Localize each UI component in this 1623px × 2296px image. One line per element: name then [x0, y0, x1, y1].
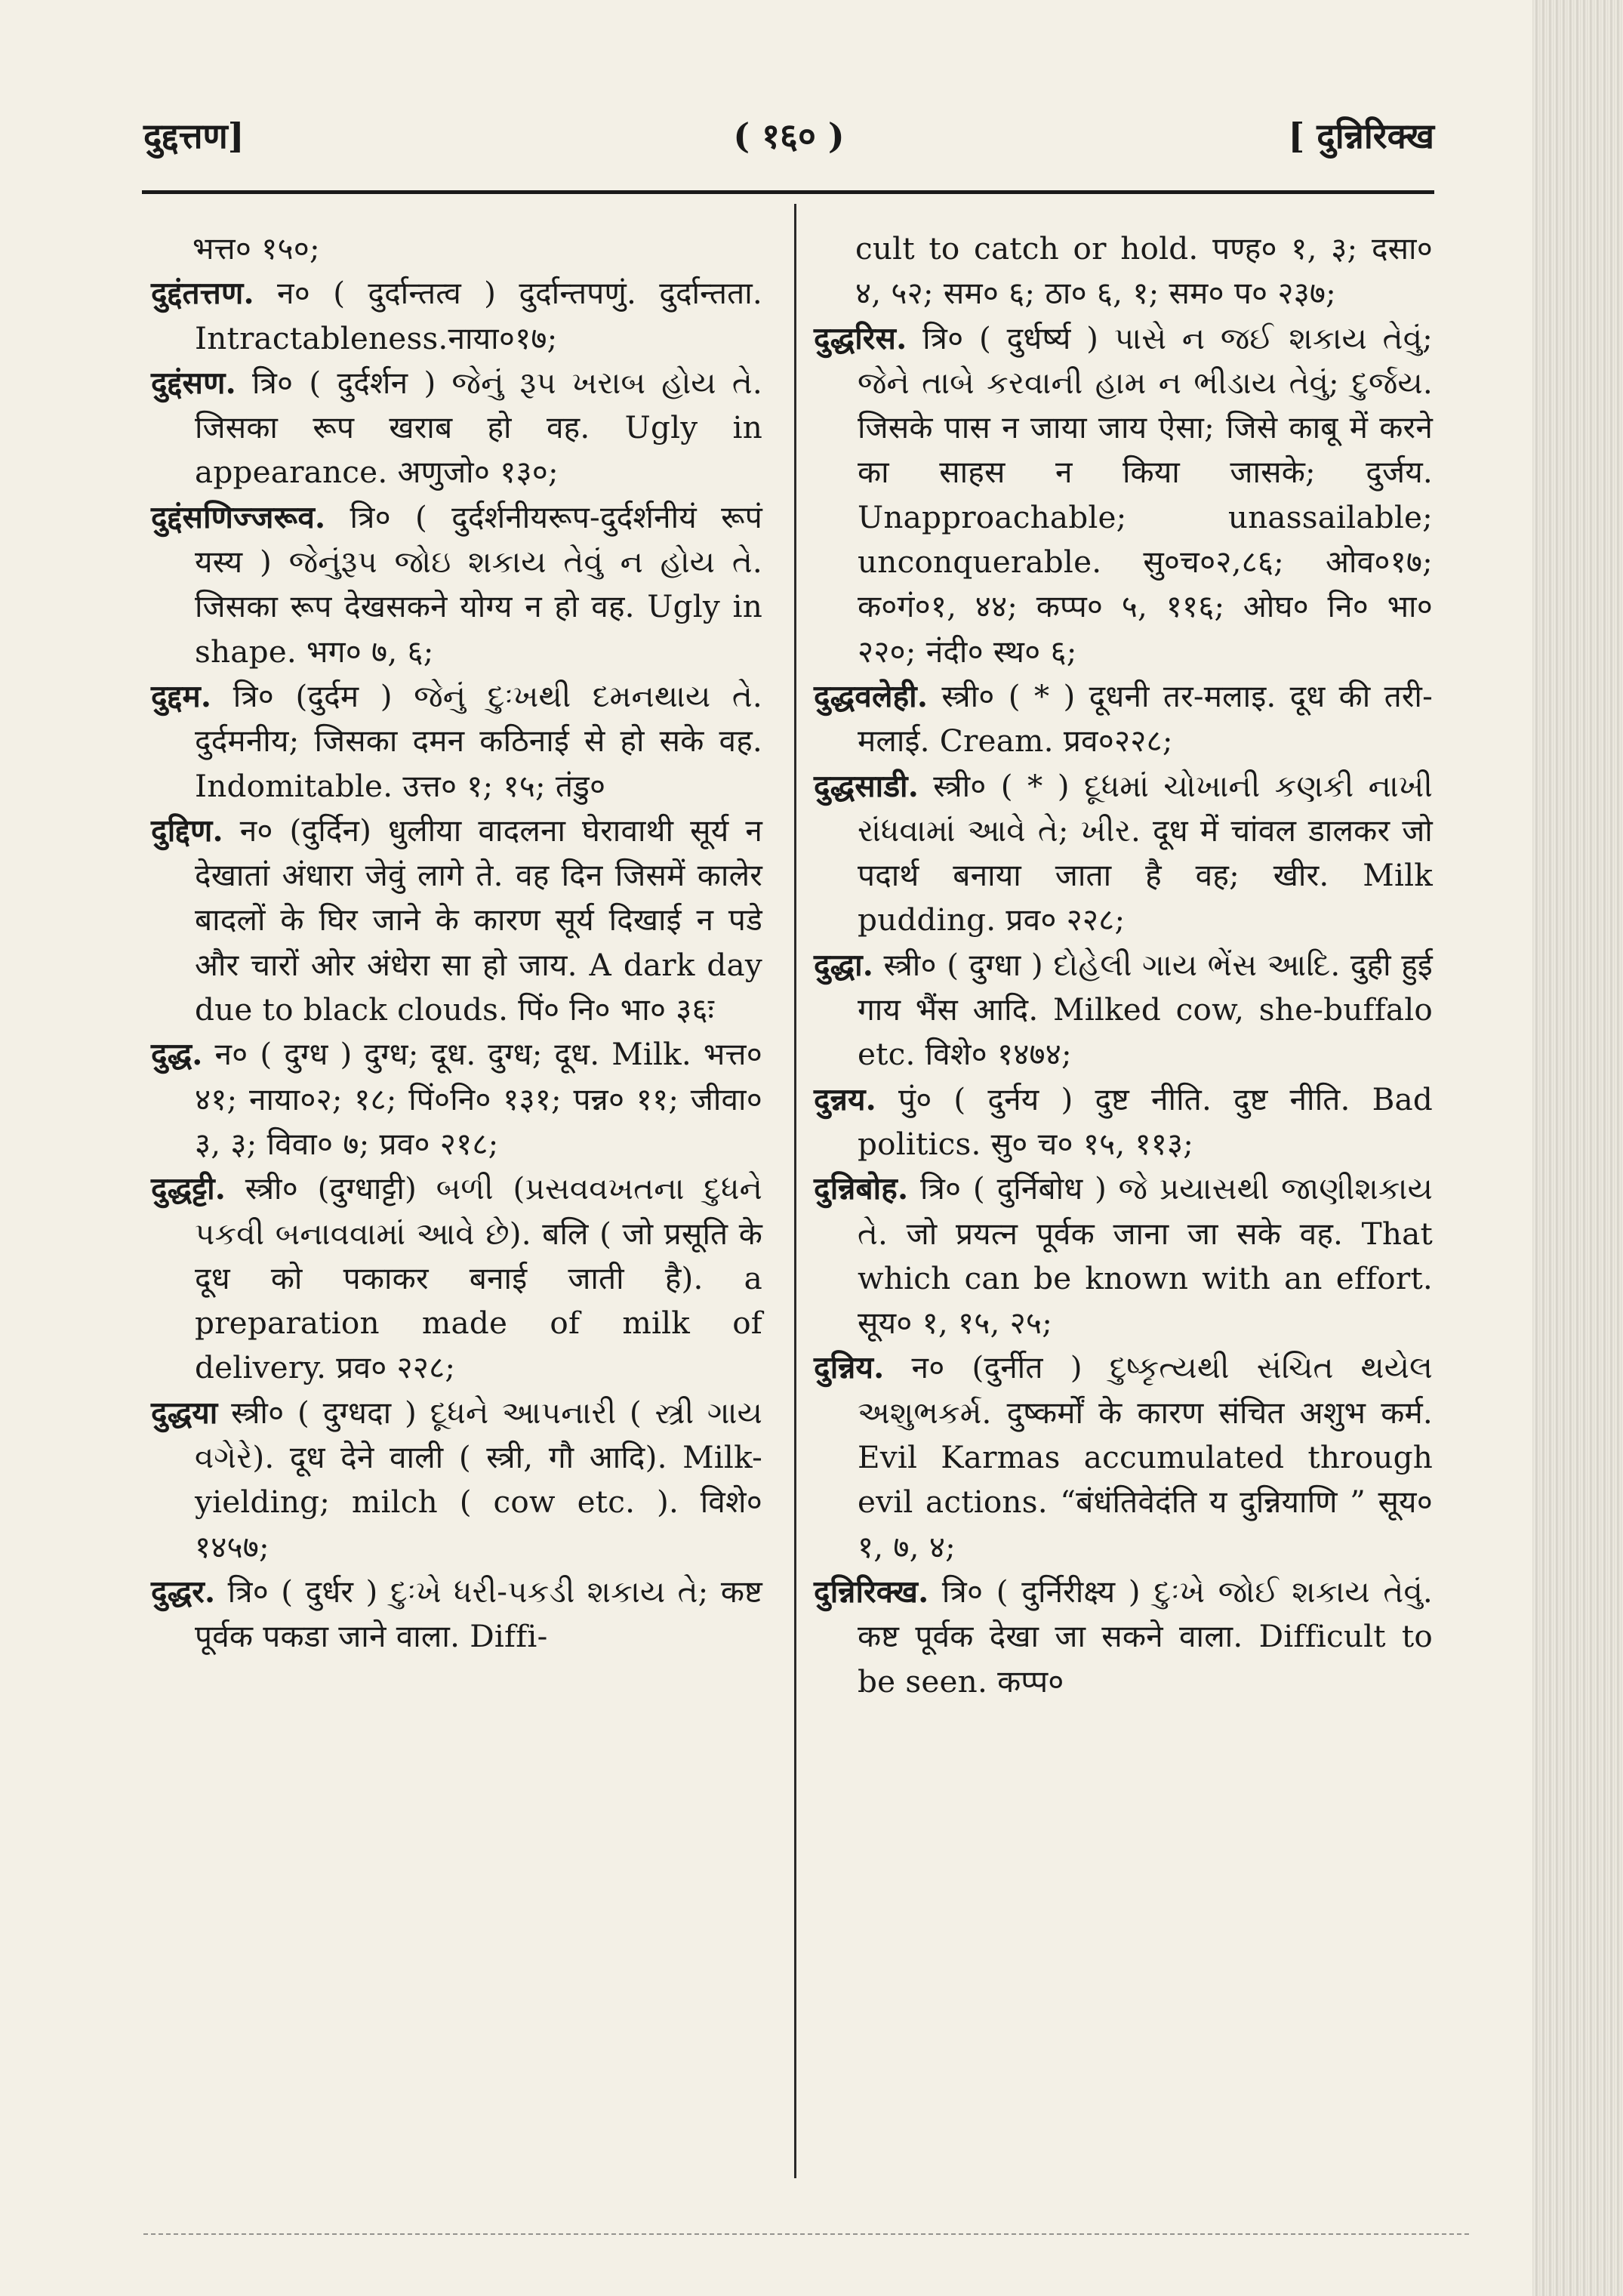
entry-definition: पुं० ( दुर्नय ) दुष्ट नीति. दुष्ट नीति. Bad politics. सु० च० १५, ११३; [858, 1080, 1433, 1162]
dictionary-entry [151, 1032, 762, 1166]
entry-definition: न० (दुर्दिन) धुलीया वादलना घेरावाथी सूर्य न देखातां अंधारा जेवुं लागे ते. वह दिन जिसमें कालेर बादलों के घिर जाने के कारण सूर्य दिखाई न पडे और चारों ओर अंधेरा सा हो जाय. A dark day due to black clouds. पिं० नि० भा० ३६ः [195, 812, 762, 1028]
entry-definition: स्त्री० ( दुग्धदा ) દૂધને આપનારી ( સ્ત્રી ગાય વગેરે). दूध देने वाली ( स्त्री, गौ आदि). Milk-yielding; milch ( cow etc. ). विशे० १४५७; [195, 1394, 762, 1565]
scan-bottom-edge [143, 2233, 1472, 2235]
dictionary-entry [814, 1345, 1433, 1569]
entry-headword: दुद्दिण. [151, 812, 223, 849]
continuation-text: cult to catch or hold. पण्ह० १, ३; दसा० ४, ५२; सम० ६; ठा० ६, १; सम० प० २३७; [855, 230, 1433, 312]
entry-headword: दुद्धया [151, 1394, 218, 1431]
dictionary-entry [151, 1391, 762, 1570]
entry-definition: त्रि० ( दुर्दर्शन ) જેનું રૂપ ખરાબ હોય તે. जिसका रूप खराब हो वह. Ugly in appearance. अणुजो० १३०; [195, 364, 762, 491]
dictionary-entry [151, 495, 762, 674]
entry-headword: दुद्धा. [814, 946, 874, 983]
entry-headword: दुद्धरिस. [814, 319, 907, 356]
entry-definition: त्रि० ( दुर्निरीक्ष्य ) દુઃખે જોઈ શકાય તેવું. कष्ट पूर्वक देखा जा सकने वाला. Difficult to be seen. कप्प० [858, 1573, 1433, 1700]
column-divider [794, 204, 796, 2178]
dictionary-entry [814, 764, 1433, 943]
entry-definition: स्त्री० ( * ) દૂધમાં ચોખાની કણકી નાખી રાંધવામાં આવે તે; ખીર. दूध में चांवल डालकर जो पदार्थ बनाया जाता है वह; खीर. Milk pudding. प्रव० २२८; [858, 767, 1433, 938]
dictionary-entry [151, 271, 762, 361]
entry-definition: त्रि० ( दुर्धर ) દુઃખે ધરી-પકડી શકાય તે; कष्ट पूर्वक पकडा जाने वाला. Diffi- [195, 1573, 762, 1655]
entry-headword: दुन्निरिक्ख. [814, 1573, 929, 1610]
entry-headword: दुद्दंसण. [151, 364, 236, 401]
entry-headword: दुद्धर. [151, 1573, 216, 1610]
dictionary-entry [151, 1166, 762, 1390]
dictionary-entry [151, 674, 762, 809]
dictionary-entry [814, 1166, 1433, 1345]
dictionary-entry [151, 1570, 762, 1660]
entry-headword: दुन्निय. [814, 1349, 885, 1386]
entry-definition: त्रि० (दुर्दम ) જેનું દુઃખથી દમનથાય તે. दुर्दमनीय; जिसका दमन कठिनाई से हो सके वह. Indomitable. उत्त० १; १५; तंडु० [195, 677, 762, 804]
header-rule [142, 190, 1434, 194]
entry-headword: दुद्ध. [151, 1036, 203, 1073]
entry-definition: न० ( दुग्ध ) दुग्ध; दूध. दुग्ध; दूध. Milk. भत्त० ४१; नाया०२; १८; पिं०नि० १३१; पन्न० ११; जीवा० ३, ३; विवा० ७; प्रव० २१८; [195, 1036, 763, 1162]
entry-definition: न० (दुर्नीत ) દુષ્કૃત્યથી સંચિત થયેલ અશુભકર્મ. दुष्कर्मों के कारण संचित अशुभ कर्म. Evil Karmas accumulated through evil actions. “बंधंतिवेदंति य दुन्नियाणि ” सूय० १, ७, ४; [858, 1349, 1433, 1565]
header-left-guideword: दुद्दत्तण] [143, 116, 245, 156]
entry-definition: स्त्री० ( दुग्धा ) દોહેલી ગાય ભેંસ આદિ. दुही हुई गाय भैंस आदि. Milked cow, she-buffalo etc. विशे० १४७४; [858, 946, 1433, 1073]
dictionary-entry [151, 361, 762, 495]
entry-headword: दुद्दंतत्तण. [151, 275, 254, 312]
entry-definition: स्त्री० ( * ) दूधनी तर-मलाइ. दूध की तरी-मलाई. Cream. प्रव०२२८; [858, 677, 1433, 760]
dictionary-entry [814, 943, 1433, 1077]
header-right-guideword: [ दुन्निरिक्ख [1288, 116, 1434, 156]
entry-definition: त्रि० ( दुर्दर्शनीयरूप-दुर्दर्शनीयं रूपं यस्य ) જેનુંરૂપ જોઇ શકાય તેવું ન હોય તે. जिसका रूप देखसकने योग्य न हो वह. Ugly in shape. भग० ७, ६; [195, 498, 762, 670]
entry-definition: न० ( दुर्दान्तत्व ) दुर्दान्तपणुं. दुर्दान्तता. Intractableness.नाया०१७; [195, 275, 762, 356]
entry-headword: दुद्दम. [151, 677, 212, 714]
dictionary-entry [814, 1077, 1433, 1167]
dictionary-entry [814, 674, 1433, 764]
right-column [814, 227, 1433, 1704]
page-header [143, 112, 1434, 172]
entry-headword: दुद्धसाडी. [814, 767, 919, 804]
dictionary-entry [814, 316, 1433, 674]
entry-headword: दुन्नय. [814, 1080, 876, 1117]
dictionary-entry [814, 1570, 1433, 1704]
entry-definition: त्रि० ( दुर्निबोध ) જે પ્રયાસથી જાણીશકાય તે. जो प्रयत्न पूर्वक जाना जा सके वह. That which can be known with an effort. सूय० १, १५, २५; [858, 1170, 1433, 1342]
entry-headword: दुन्निबोह. [814, 1170, 909, 1207]
scan-edge [1532, 0, 1623, 2296]
dictionary-entry [151, 809, 762, 1032]
entry-definition: स्त्री० (दुग्धाट्टी) બળી (પ્રસવવખતના દુધને પકવી બનાવવામાં આવે છે). बलि ( जो प्रसूति के दूध को पकाकर बनाई जाती है). a preparation made of milk of delivery. प्रव० २२८; [195, 1170, 763, 1386]
left-column [151, 227, 762, 1660]
continuation-text: भत्त० १५०; [192, 230, 320, 267]
page-number: ( १६० ) [733, 116, 845, 156]
entry-headword: दुद्धवलेही. [814, 677, 929, 714]
entry-definition: त्रि० ( दुर्धर्ष्य ) પાસે ન જઈ શકાય તેવું; જેને તાબે કરવાની હામ ન ભીડાય તેવું; દુર્જય. जिसके पास न जाया जाय ऐसा; जिसे काबू में करने का साहस न किया जासके; दुर्जय. Unapproachable; unassailable; unconquerable. सु०च०२,८६; ओव०१७; क०गं०१, ४४; कप्प० ५, ११६; ओघ० नि० भा० २२०; नंदी० स्थ० ६; [858, 319, 1433, 670]
entry-headword: दुद्धट्टी. [151, 1170, 226, 1207]
entry-headword: दुद्दंसणिज्जरूव. [151, 498, 326, 535]
